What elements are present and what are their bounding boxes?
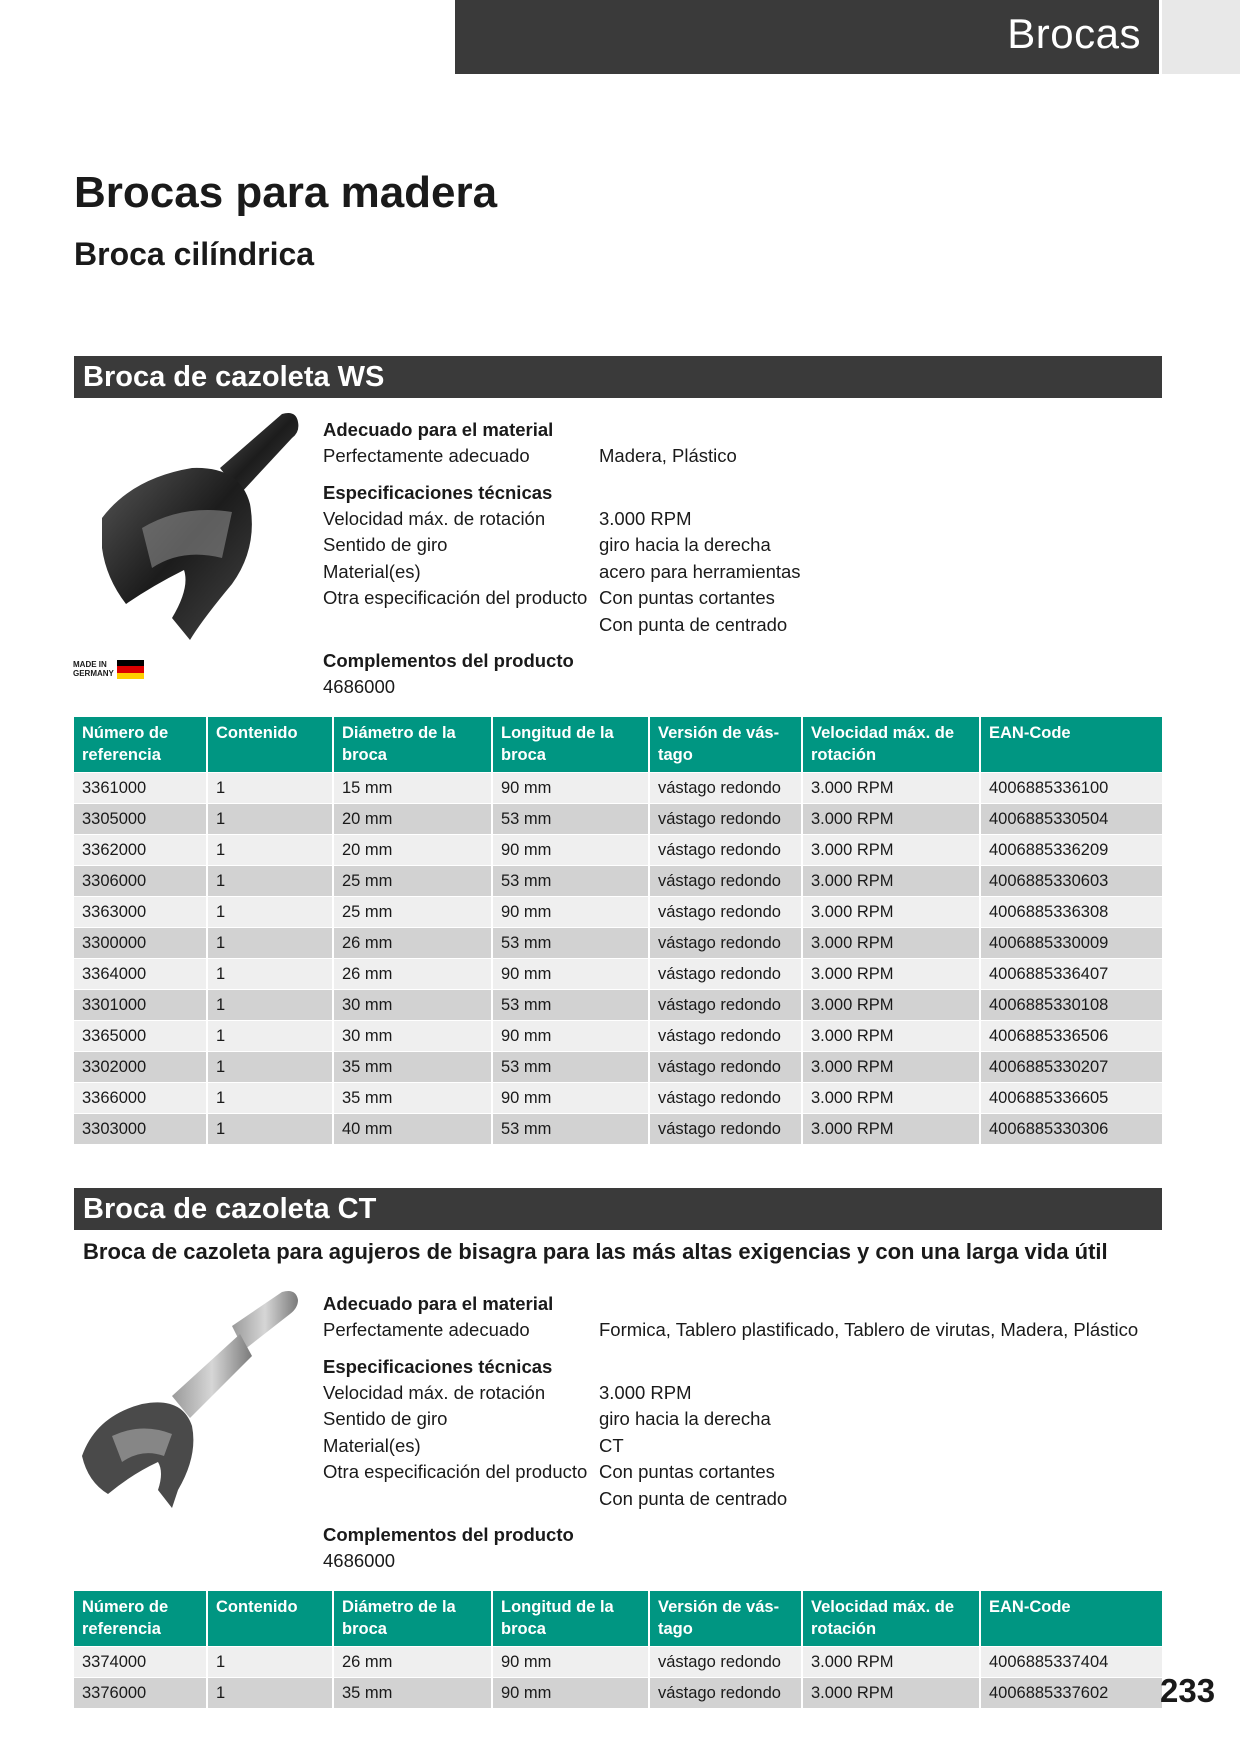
spec-label: Otra especificación del producto <box>323 587 588 608</box>
table-cell: 53 mm <box>492 804 649 835</box>
table-cell: 90 mm <box>492 1021 649 1052</box>
table-header-row <box>74 717 1162 773</box>
table-cell: vástago redondo <box>649 990 802 1021</box>
table-cell: 1 <box>207 804 333 835</box>
spec-value: acero para herramientas <box>599 560 801 582</box>
table-cell: 4006885330603 <box>980 866 1162 897</box>
table-cell: 1 <box>207 1052 333 1083</box>
product-image-ct-drill <box>72 1286 302 1526</box>
section-ws-title: Broca de cazoleta WS <box>83 361 385 393</box>
table-cell: 4006885336308 <box>980 897 1162 928</box>
spec-value: Formica, Tablero plastificado, Tablero de virutas, Madera, Plástico <box>599 1319 1139 1340</box>
column-header: Número de referencia <box>74 1591 207 1647</box>
spec-value: Con punta de centrado <box>599 613 788 635</box>
spec-label: Material(es) <box>323 560 421 582</box>
product-table-ws <box>74 717 1162 1144</box>
table-cell: 3306000 <box>74 866 207 897</box>
table-row <box>74 959 1162 990</box>
table-cell: 3300000 <box>74 928 207 959</box>
complements-heading: Complementos del producto <box>323 650 574 671</box>
table-row <box>74 866 1162 897</box>
table-cell: vástago redondo <box>649 1021 802 1052</box>
material-heading: Adecuado para el material <box>323 419 554 440</box>
table-cell: 4006885336605 <box>980 1083 1162 1114</box>
spec-label <box>323 1486 599 1513</box>
material-heading: Adecuado para el material <box>323 1293 554 1314</box>
table-row <box>74 928 1162 959</box>
spec-label: Material(es) <box>323 1434 421 1456</box>
table-cell: 4006885330306 <box>980 1114 1162 1145</box>
complements-value: 4686000 <box>323 676 396 697</box>
table-cell: vástago redondo <box>649 928 802 959</box>
column-header: Diámetro de la broca <box>333 1591 492 1647</box>
table-cell: 20 mm <box>333 835 492 866</box>
table-row <box>74 1647 1162 1678</box>
table-row <box>74 773 1162 804</box>
table-cell: 3.000 RPM <box>802 990 980 1021</box>
table-cell: 20 mm <box>333 804 492 835</box>
column-header: Versión de vás-tago <box>649 1591 802 1647</box>
column-header: Velocidad máx. de rotación <box>802 717 980 773</box>
table-cell: 3.000 RPM <box>802 1647 980 1678</box>
table-cell: 35 mm <box>333 1052 492 1083</box>
table-cell: 53 mm <box>492 928 649 959</box>
table-cell: 3.000 RPM <box>802 959 980 990</box>
column-header: EAN-Code <box>980 717 1162 773</box>
section-ct-description: Broca de cazoleta para agujeros de bisagra para las más altas exigencias y con una larga vida útil <box>83 1239 1108 1264</box>
table-cell: 3.000 RPM <box>802 1021 980 1052</box>
table-cell: 90 mm <box>492 1678 649 1709</box>
table-cell: 26 mm <box>333 1647 492 1678</box>
table-cell: 4006885330207 <box>980 1052 1162 1083</box>
table-cell: 26 mm <box>333 928 492 959</box>
table-cell: 30 mm <box>333 990 492 1021</box>
spec-value: Con puntas cortantes <box>599 587 775 608</box>
table-cell: 3.000 RPM <box>802 897 980 928</box>
spec-label: Otra especificación del producto <box>323 1461 588 1482</box>
table-row <box>74 1021 1162 1052</box>
section-ct-title: Broca de cazoleta CT <box>83 1193 377 1225</box>
table-cell: 90 mm <box>492 897 649 928</box>
table-cell: 3.000 RPM <box>802 866 980 897</box>
column-header: EAN-Code <box>980 1591 1162 1647</box>
spec-value: giro hacia la derecha <box>599 1408 771 1429</box>
header-bar <box>455 0 1159 74</box>
table-cell: 4006885337404 <box>980 1647 1162 1678</box>
header-tab <box>1162 0 1240 74</box>
table-cell: 1 <box>207 897 333 928</box>
table-cell: 25 mm <box>333 866 492 897</box>
table-cell: 53 mm <box>492 866 649 897</box>
table-cell: 30 mm <box>333 1021 492 1052</box>
table-cell: vástago redondo <box>649 897 802 928</box>
table-cell: 1 <box>207 1021 333 1052</box>
table-cell: 3365000 <box>74 1021 207 1052</box>
table-cell: 3301000 <box>74 990 207 1021</box>
table-cell: vástago redondo <box>649 1647 802 1678</box>
table-row <box>74 897 1162 928</box>
spec-label: Sentido de giro <box>323 534 448 555</box>
table-row <box>74 1052 1162 1083</box>
spec-value: giro hacia la derecha <box>599 534 771 555</box>
table-cell: 90 mm <box>492 773 649 804</box>
section-ws-specs <box>323 416 1143 701</box>
table-cell: 4006885330108 <box>980 990 1162 1021</box>
product-table-ct <box>74 1591 1162 1708</box>
table-cell: 90 mm <box>492 1083 649 1114</box>
product-image-ws-drill <box>72 408 302 648</box>
header-title: Brocas <box>1007 10 1141 57</box>
table-cell: 4006885336209 <box>980 835 1162 866</box>
table-cell: 53 mm <box>492 1052 649 1083</box>
table-cell: vástago redondo <box>649 835 802 866</box>
column-header: Longitud de la broca <box>492 717 649 773</box>
table-cell: 53 mm <box>492 990 649 1021</box>
table-row <box>74 804 1162 835</box>
table-cell: 3.000 RPM <box>802 835 980 866</box>
table-cell: 40 mm <box>333 1114 492 1145</box>
spec-value: Con puntas cortantes <box>599 1461 775 1482</box>
table-cell: 3.000 RPM <box>802 1083 980 1114</box>
table-cell: 15 mm <box>333 773 492 804</box>
column-header: Número de referencia <box>74 717 207 773</box>
table-cell: 1 <box>207 1647 333 1678</box>
table-cell: vástago redondo <box>649 1083 802 1114</box>
table-cell: 3364000 <box>74 959 207 990</box>
spec-label <box>323 612 599 639</box>
table-cell: 3.000 RPM <box>802 928 980 959</box>
spec-value: 3.000 RPM <box>599 1381 692 1403</box>
complements-heading: Complementos del producto <box>323 1524 574 1545</box>
table-cell: vástago redondo <box>649 1678 802 1709</box>
germany-flag-icon <box>117 660 144 679</box>
specs-heading: Especificaciones técnicas <box>323 1355 553 1377</box>
table-row <box>74 1083 1162 1114</box>
column-header: Versión de vás-tago <box>649 717 802 773</box>
table-cell: 1 <box>207 773 333 804</box>
table-cell: vástago redondo <box>649 866 802 897</box>
spec-value: Madera, Plástico <box>599 445 737 466</box>
column-header: Contenido <box>207 1591 333 1647</box>
table-cell: 90 mm <box>492 959 649 990</box>
column-header: Velocidad máx. de rotación <box>802 1591 980 1647</box>
table-cell: 4006885337602 <box>980 1678 1162 1709</box>
table-cell: 1 <box>207 1678 333 1709</box>
table-cell: 3303000 <box>74 1114 207 1145</box>
table-body <box>74 1647 1162 1709</box>
table-cell: 90 mm <box>492 835 649 866</box>
table-cell: 1 <box>207 1114 333 1145</box>
page-number: 233 <box>1160 1672 1216 1709</box>
table-cell: 25 mm <box>333 897 492 928</box>
spec-label: Sentido de giro <box>323 1408 448 1429</box>
table-cell: vástago redondo <box>649 1052 802 1083</box>
table-cell: vástago redondo <box>649 773 802 804</box>
table-cell: 3.000 RPM <box>802 773 980 804</box>
section-ws-bar <box>74 356 1162 398</box>
table-cell: 35 mm <box>333 1083 492 1114</box>
column-header: Diámetro de la broca <box>333 717 492 773</box>
table-cell: 1 <box>207 866 333 897</box>
section-ct-specs <box>323 1290 1143 1575</box>
table-header-row <box>74 1591 1162 1647</box>
spec-label: Velocidad máx. de rotación <box>323 1381 546 1403</box>
complements-value: 4686000 <box>323 1550 396 1571</box>
table-cell: 3361000 <box>74 773 207 804</box>
table-cell: vástago redondo <box>649 959 802 990</box>
table-cell: 1 <box>207 835 333 866</box>
table-cell: vástago redondo <box>649 804 802 835</box>
table-cell: 3305000 <box>74 804 207 835</box>
table-cell: 3374000 <box>74 1647 207 1678</box>
table-cell: 3.000 RPM <box>802 1678 980 1709</box>
column-header: Longitud de la broca <box>492 1591 649 1647</box>
table-cell: 3302000 <box>74 1052 207 1083</box>
table-cell: 4006885330504 <box>980 804 1162 835</box>
table-row <box>74 1678 1162 1709</box>
table-cell: 3366000 <box>74 1083 207 1114</box>
table-cell: 1 <box>207 990 333 1021</box>
table-cell: 3363000 <box>74 897 207 928</box>
table-cell: vástago redondo <box>649 1114 802 1145</box>
table-cell: 3376000 <box>74 1678 207 1709</box>
spec-value: CT <box>599 1434 624 1456</box>
spec-value: 3.000 RPM <box>599 507 692 529</box>
table-cell: 1 <box>207 928 333 959</box>
table-row <box>74 835 1162 866</box>
table-cell: 4006885336407 <box>980 959 1162 990</box>
table-row <box>74 990 1162 1021</box>
table-cell: 35 mm <box>333 1678 492 1709</box>
table-cell: 4006885330009 <box>980 928 1162 959</box>
spec-label: Perfectamente adecuado <box>323 445 530 466</box>
section-ct-bar <box>74 1188 1162 1230</box>
table-cell: 53 mm <box>492 1114 649 1145</box>
table-cell: 1 <box>207 1083 333 1114</box>
table-cell: 1 <box>207 959 333 990</box>
spec-value: Con punta de centrado <box>599 1487 788 1509</box>
specs-heading: Especificaciones técnicas <box>323 481 553 503</box>
table-cell: 3.000 RPM <box>802 1052 980 1083</box>
table-cell: 26 mm <box>333 959 492 990</box>
table-body <box>74 773 1162 1145</box>
made-in-germany-label: MADE IN GERMANY <box>73 660 114 678</box>
page-title: Brocas para madera <box>74 168 498 217</box>
table-row <box>74 1114 1162 1145</box>
page-subtitle: Broca cilíndrica <box>74 236 315 272</box>
table-cell: 3.000 RPM <box>802 804 980 835</box>
table-cell: 3362000 <box>74 835 207 866</box>
table-cell: 4006885336506 <box>980 1021 1162 1052</box>
spec-label: Perfectamente adecuado <box>323 1319 530 1340</box>
table-cell: 3.000 RPM <box>802 1114 980 1145</box>
spec-label: Velocidad máx. de rotación <box>323 507 546 529</box>
column-header: Contenido <box>207 717 333 773</box>
table-cell: 4006885336100 <box>980 773 1162 804</box>
table-cell: 90 mm <box>492 1647 649 1678</box>
